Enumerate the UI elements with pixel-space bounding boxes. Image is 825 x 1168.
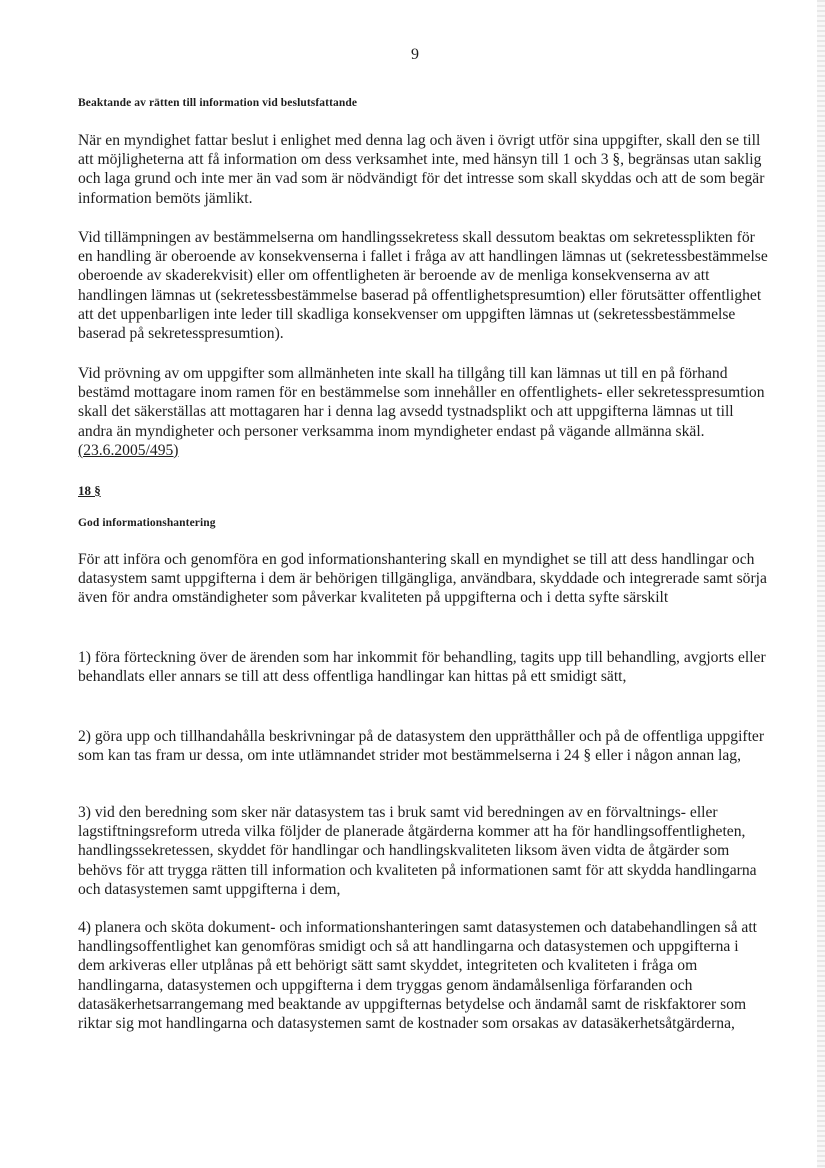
paragraph-information-management-intro: För att införa och genomföra en god informationshantering skall en myndighet se till att dess handlingar och datasystem samt uppgifterna i dem är behörigen tillgängliga, användbara, skyddade och integrerade samt sörja även för andra omständigheter som påverkar kvaliteten på uppgifterna och i detta syfte särskilt bbox=[78, 551, 767, 607]
list-item-2: 2) göra upp och tillhandahålla beskrivningar på de datasystem den upprätthåller och på de offentliga uppgifter som kan tas fram ur dessa, om inte utlämnandet strider mot bestämmelserna i 24 § eller i någon annan lag, bbox=[78, 728, 765, 765]
paragraph-decision-making: När en myndighet fattar beslut i enlighet med denna lag och även i övrigt utför sina uppgifter, skall den se till att möjligheterna att få information om dess verksamhet inte, med hänsyn till 1 och 3 §, begränsas utan saklig och laga grund och inte mer än vad som är nödvändigt för det intresse som skall skyddas och att de som begär information bemöts jämlikt. bbox=[78, 132, 765, 207]
amendment-reference-link[interactable]: (23.6.2005/495) bbox=[78, 441, 179, 459]
page-number: 9 bbox=[411, 46, 419, 63]
scan-edge bbox=[817, 0, 825, 1168]
list-item-4: 4) planera och sköta dokument- och informationshanteringen samt datasystemen och databehandlingen så att handlingsoffentlighet kan genomföras smidigt och så att handlingarna och datasystemen och uppgifterna i dem arkiveras eller utplånas på ett behörigt sätt samt skyddet, integriteten och kvaliteten i fråga om handlingarna, datasystemen och uppgifterna i dem tryggas genom ändamålsenliga förfaranden och datasäkerhetsarrangemang med beaktande av uppgifternas betydelse och ändamål samt de riskfaktorer som riktar sig mot handlingarna och datasystemen samt de kostnader som orsakas av datasäkerhetsåtgärderna, bbox=[78, 919, 757, 1033]
paragraph-secrecy-provisions: Vid tillämpningen av bestämmelserna om handlingssekretess skall dessutom beaktas om sekretessplikten för en handling är oberoende av konsekvenserna i fallet i fråga av att handlingen lämnas ut (sekretessbestämmelse oberoende av skaderekvisit) eller om offentligheten är beroende av de menliga konsekvenserna av att handlingen lämnas ut (sekretessbestämmelse baserad på offentlighetspresumtion) eller förutsätter offentlighet att det uppenbarligen inte leder till skadliga konsekvenser om uppgiften lämnas ut (sekretessbestämmelse baserad på sekretesspresumtion). bbox=[78, 229, 768, 343]
section-heading-information-rights: Beaktande av rätten till information vid beslutsfattande bbox=[78, 97, 358, 109]
section-number-18: 18 § bbox=[78, 483, 101, 498]
paragraph-predetermined-recipient bbox=[78, 364, 768, 460]
list-item-3: 3) vid den beredning som sker när datasystem tas i bruk samt vid beredningen av en förvaltnings- eller lagstiftningsreform utreda vilka följder de planerade åtgärderna kommer att ha för handlingsoffentligheten, handlingssekretessen, skyddet för handlingar och handlingskvaliteten liksom även vidta de åtgärder som behövs för att trygga rätten till information och kvaliteten på informationen samt för att skydda handlingarna och datasystemen samt uppgifterna i dem, bbox=[78, 804, 757, 898]
list-item-1: 1) föra förteckning över de ärenden som har inkommit för behandling, tagits upp till behandling, avgjorts eller behandlats eller annars se till att dess offentliga handlingar kan hittas på ett smidigt sätt, bbox=[78, 649, 766, 686]
section-heading-information-management: God informationshantering bbox=[78, 517, 216, 529]
paragraph-text: Vid prövning av om uppgifter som allmänheten inte skall ha tillgång till kan lämnas ut till en på förhand bestämd mottagare inom ramen för en bestämmelse som innehåller en offentlighets- eller sekretesspresumtion skall det säkerställas att mottagaren har i denna lag avsedd tystnadsplikt och att uppgifterna lämnas ut till andra än myndigheter och personer verksamma inom myndigheter endast på vägande allmänna skäl. bbox=[78, 365, 765, 440]
